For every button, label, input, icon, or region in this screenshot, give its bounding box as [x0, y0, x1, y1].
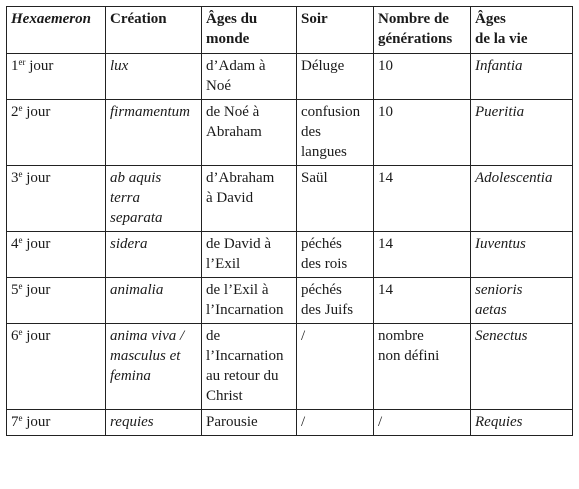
- soir-cell: péchés des Juifs: [297, 278, 374, 324]
- day-ordinal: e: [18, 103, 23, 113]
- table-row: [7, 324, 573, 410]
- age-monde-cell: de Noé à Abraham: [202, 100, 297, 166]
- soir-cell: Saül: [297, 166, 374, 232]
- day-cell: [7, 166, 106, 232]
- day-number: 7: [11, 414, 19, 430]
- day-word: jour: [22, 104, 51, 120]
- generations-cell: 14: [374, 232, 471, 278]
- day-word: jour: [22, 282, 51, 298]
- day-ordinal: e: [18, 169, 23, 179]
- day-ordinal: e: [18, 327, 23, 337]
- header-ages-de-la-vie: Âges de la vie: [471, 7, 573, 54]
- hexaemeron-table: [6, 6, 573, 436]
- age-monde-cell: de David à l’Exil: [202, 232, 297, 278]
- day-word: jour: [22, 170, 51, 186]
- age-monde-cell: d’Adam à Noé: [202, 54, 297, 100]
- table-row: [7, 410, 573, 436]
- header-creation: Création: [106, 7, 202, 54]
- header-hexaemeron: Hexaemeron: [7, 7, 106, 54]
- day-cell: [7, 410, 106, 436]
- day-ordinal: e: [18, 413, 23, 423]
- day-number: 6: [11, 328, 19, 344]
- day-ordinal: e: [18, 235, 23, 245]
- day-word: jour: [22, 414, 51, 430]
- age-vie-cell: Adolescentia: [471, 166, 573, 232]
- day-word: jour: [22, 328, 51, 344]
- age-vie-cell: Pueritia: [471, 100, 573, 166]
- header-ages-du-monde: Âges du monde: [202, 7, 297, 54]
- age-monde-cell: de l’Exil à l’Incarnation: [202, 278, 297, 324]
- day-number: 3: [11, 170, 19, 186]
- table-container: [6, 6, 572, 436]
- day-number: 2: [11, 104, 19, 120]
- header-soir: Soir: [297, 7, 374, 54]
- day-cell: [7, 278, 106, 324]
- age-monde-cell: de l’Incarnation au retour du Christ: [202, 324, 297, 410]
- day-ordinal: e: [18, 281, 23, 291]
- generations-cell: 10: [374, 54, 471, 100]
- day-cell: [7, 54, 106, 100]
- creation-cell: animalia: [106, 278, 202, 324]
- generations-cell: nombre non défini: [374, 324, 471, 410]
- generations-cell: 10: [374, 100, 471, 166]
- soir-cell: Déluge: [297, 54, 374, 100]
- creation-cell: anima viva / masculus et femina: [106, 324, 202, 410]
- table-row: [7, 54, 573, 100]
- creation-cell: firmamentum: [106, 100, 202, 166]
- generations-cell: 14: [374, 278, 471, 324]
- day-word: jour: [22, 236, 51, 252]
- day-cell: [7, 100, 106, 166]
- age-monde-cell: d’Abraham à David: [202, 166, 297, 232]
- soir-cell: /: [297, 410, 374, 436]
- table-row: [7, 100, 573, 166]
- soir-cell: /: [297, 324, 374, 410]
- creation-cell: requies: [106, 410, 202, 436]
- day-number: 1: [11, 58, 19, 74]
- table-row: [7, 166, 573, 232]
- age-vie-cell: Iuventus: [471, 232, 573, 278]
- age-monde-cell: Parousie: [202, 410, 297, 436]
- day-cell: [7, 232, 106, 278]
- age-vie-cell: Infantia: [471, 54, 573, 100]
- table-row: [7, 278, 573, 324]
- creation-cell: lux: [106, 54, 202, 100]
- age-vie-cell: Requies: [471, 410, 573, 436]
- age-vie-cell: Senectus: [471, 324, 573, 410]
- header-nombre-generations: Nombre de générations: [374, 7, 471, 54]
- day-cell: [7, 324, 106, 410]
- creation-cell: ab aquis terra separata: [106, 166, 202, 232]
- header-row: [7, 7, 573, 54]
- generations-cell: /: [374, 410, 471, 436]
- day-word: jour: [25, 58, 54, 74]
- soir-cell: confusion des langues: [297, 100, 374, 166]
- soir-cell: péchés des rois: [297, 232, 374, 278]
- age-vie-cell: senioris aetas: [471, 278, 573, 324]
- creation-cell: sidera: [106, 232, 202, 278]
- day-ordinal: er: [18, 57, 26, 67]
- day-number: 5: [11, 282, 19, 298]
- generations-cell: 14: [374, 166, 471, 232]
- day-number: 4: [11, 236, 19, 252]
- table-row: [7, 232, 573, 278]
